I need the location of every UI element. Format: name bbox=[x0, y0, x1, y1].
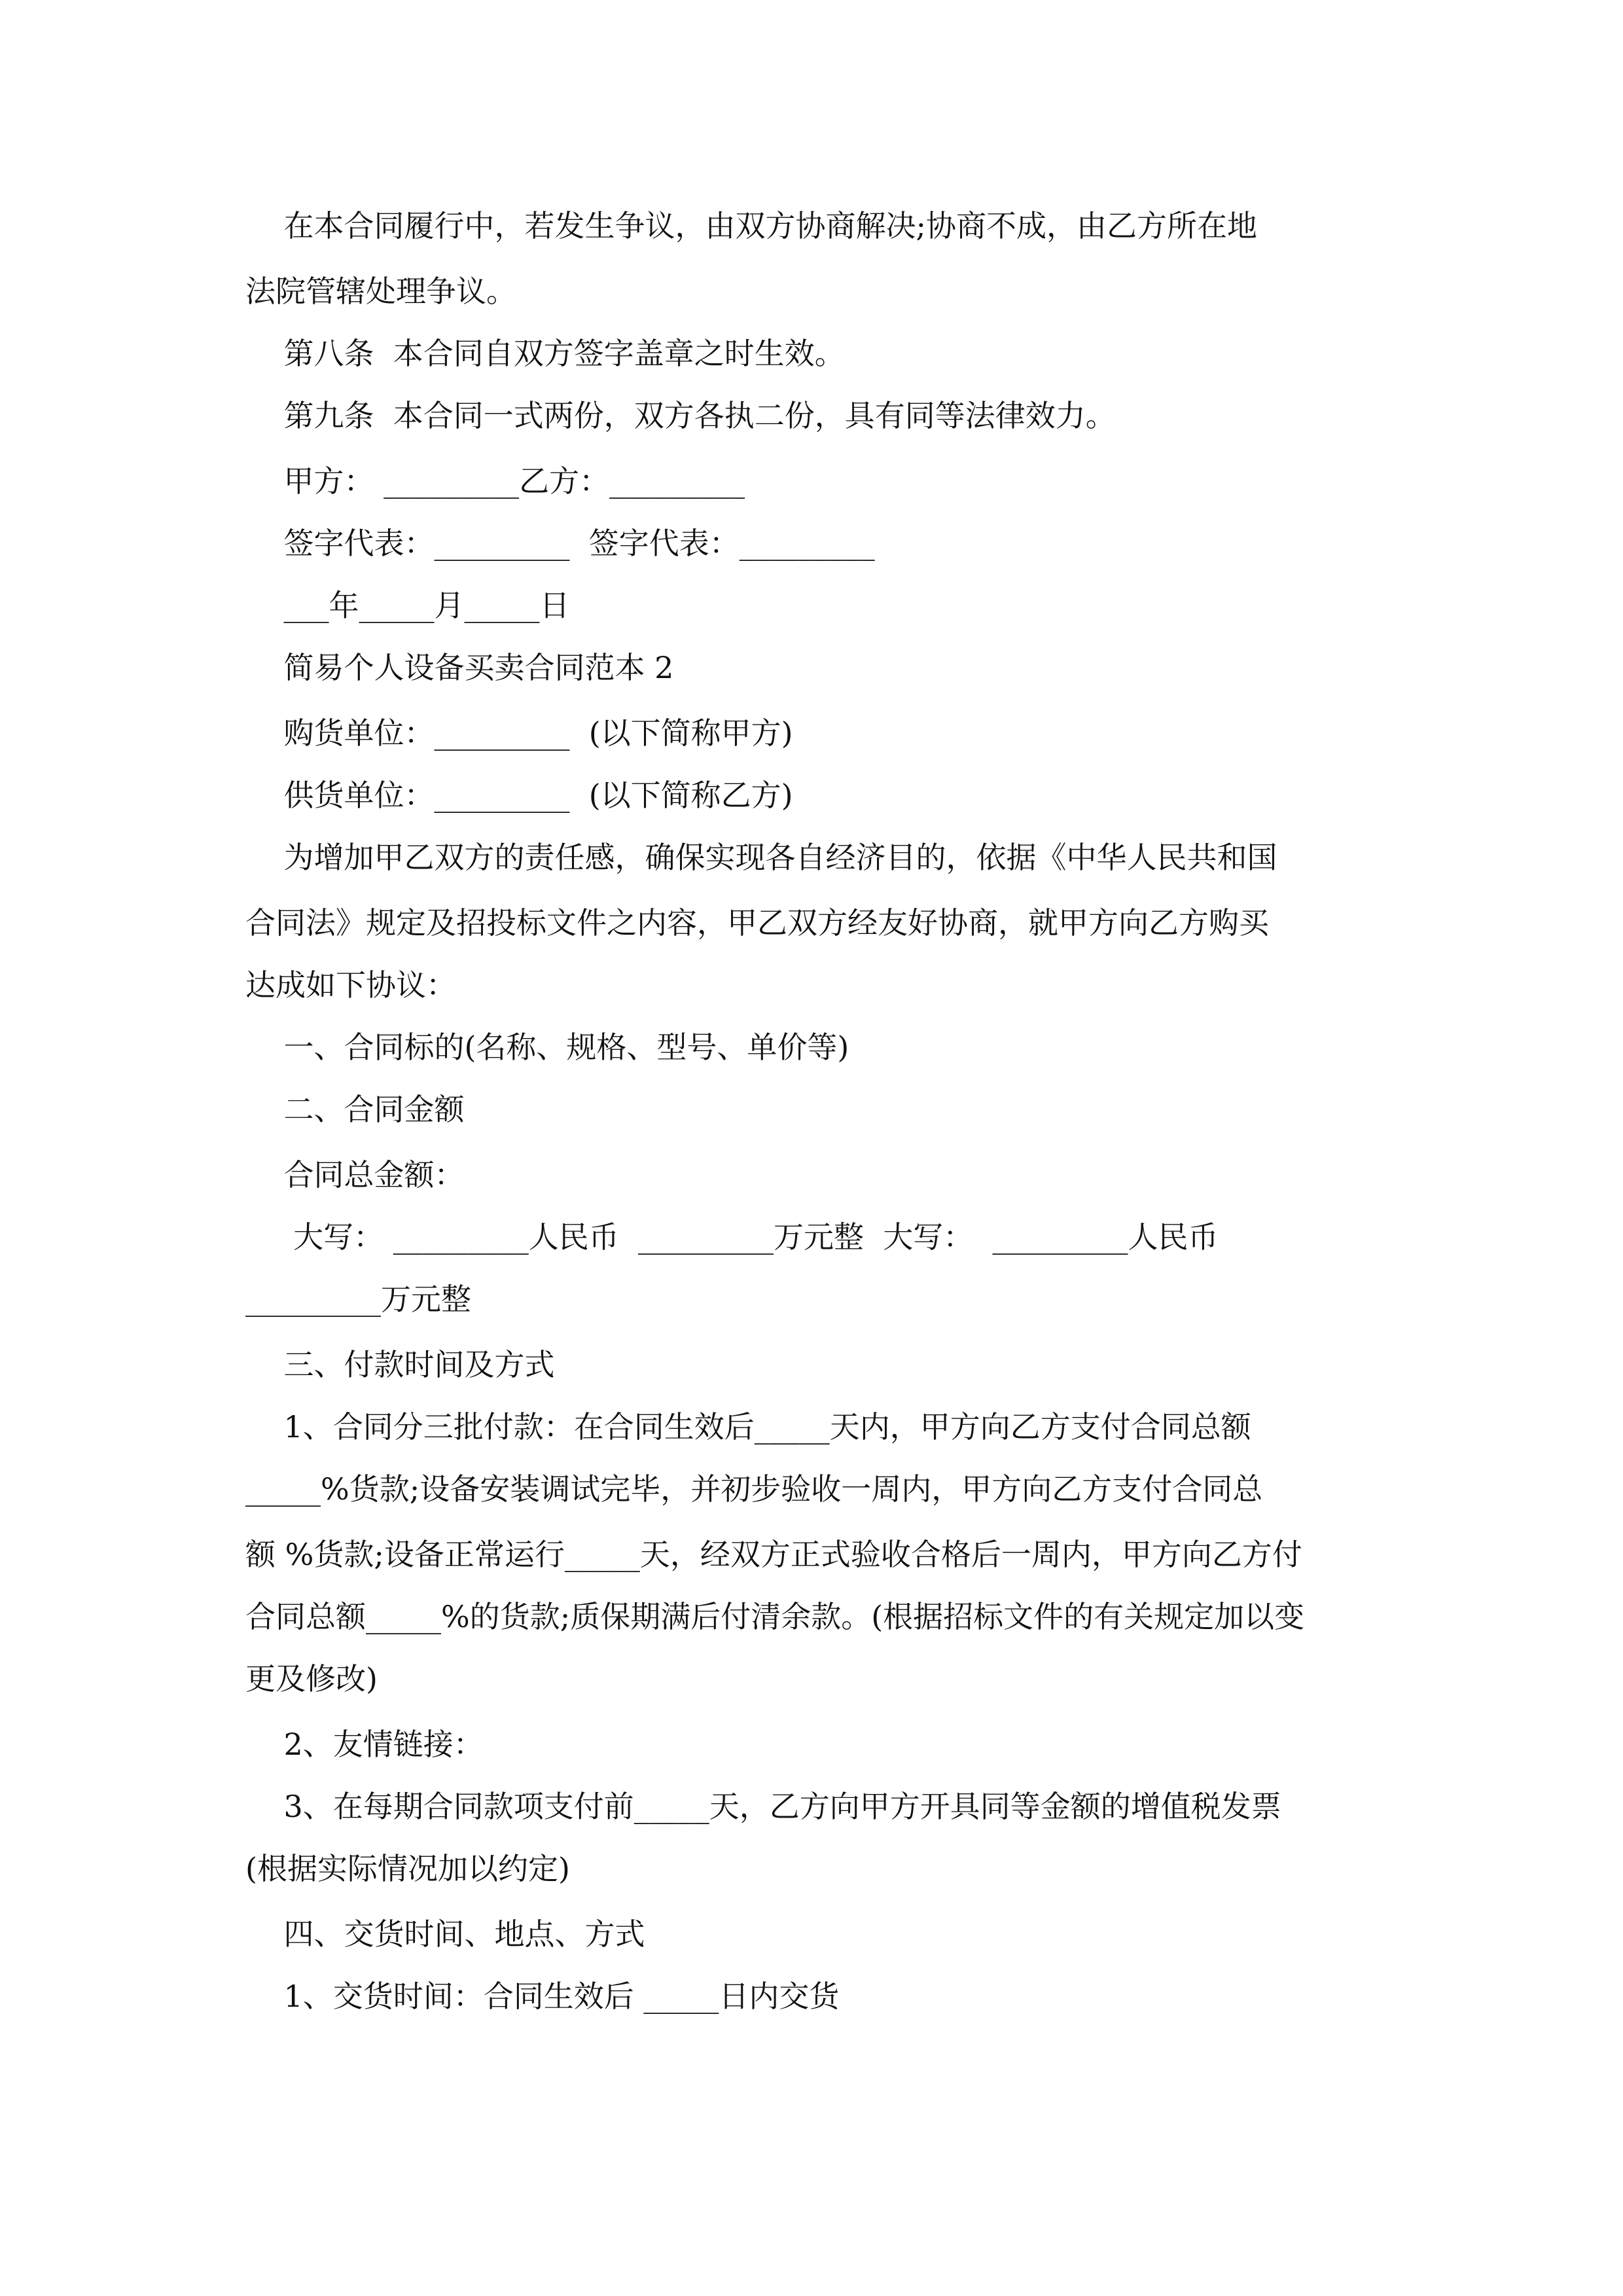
amount-uppercase-line1: 大写： _________人民币 _________万元整 大写： _________人民币 bbox=[245, 1219, 1219, 1255]
representative-signature-line: 签字代表：_________ 签字代表：_________ bbox=[245, 526, 875, 561]
party-signature-line: 甲方： _________乙方：_________ bbox=[245, 463, 745, 499]
article-eight: 第八条 本合同自双方签字盖章之时生效。 bbox=[245, 336, 845, 371]
supplier-unit-line: 供货单位：_________ (以下简称乙方) bbox=[245, 778, 793, 813]
payment-clause-line2: _____%货款;设备安装调试完毕，并初步验收一周内，甲方向乙方支付合同总 bbox=[245, 1471, 1263, 1507]
paragraph-dispute-line1: 在本合同履行中，若发生争议，由双方协商解决;协商不成，由乙方所在地 bbox=[245, 208, 1257, 243]
invoice-clause-line2: (根据实际情况加以约定) bbox=[245, 1851, 570, 1886]
heading-subject-matter: 一、合同标的(名称、规格、型号、单价等) bbox=[245, 1030, 849, 1065]
delivery-time-line: 1、交货时间：合同生效后 _____日内交货 bbox=[245, 1979, 840, 2014]
payment-clause-line1: 1、合同分三批付款：在合同生效后_____天内，甲方向乙方支付合同总额 bbox=[245, 1409, 1251, 1444]
friendly-link-line: 2、友情链接： bbox=[245, 1727, 484, 1762]
payment-clause-line5: 更及修改) bbox=[245, 1661, 378, 1696]
paragraph-dispute-line2: 法院管辖处理争议。 bbox=[245, 274, 516, 309]
payment-clause-line3: 额 %货款;设备正常运行_____天，经双方正式验收合格后一周内，甲方向乙方付 bbox=[245, 1537, 1302, 1572]
buyer-unit-line: 购货单位：_________ (以下简称甲方) bbox=[245, 715, 793, 751]
preamble-line3: 达成如下协议： bbox=[245, 967, 456, 1003]
section-title: 简易个人设备买卖合同范本 2 bbox=[245, 650, 674, 685]
preamble-line1: 为增加甲乙双方的责任感，确保实现各自经济目的，依据《中华人民共和国 bbox=[245, 840, 1277, 875]
total-amount-label: 合同总金额： bbox=[245, 1157, 465, 1193]
heading-payment: 三、付款时间及方式 bbox=[245, 1347, 555, 1382]
heading-contract-amount: 二、合同金额 bbox=[245, 1092, 465, 1127]
amount-uppercase-line2: _________万元整 bbox=[245, 1282, 471, 1317]
heading-delivery: 四、交货时间、地点、方式 bbox=[245, 1916, 645, 1952]
date-line: ___年_____月_____日 bbox=[245, 588, 570, 623]
article-nine: 第九条 本合同一式两份，双方各执二份，具有同等法律效力。 bbox=[245, 398, 1116, 433]
invoice-clause-line1: 3、在每期合同款项支付前_____天，乙方向甲方开具同等金额的增值税发票 bbox=[245, 1789, 1281, 1824]
payment-clause-line4: 合同总额_____%的货款;质保期满后付清余款。(根据招标文件的有关规定加以变 bbox=[245, 1599, 1305, 1634]
preamble-line2: 合同法》规定及招投标文件之内容，甲乙双方经友好协商，就甲方向乙方购买 bbox=[245, 905, 1269, 941]
